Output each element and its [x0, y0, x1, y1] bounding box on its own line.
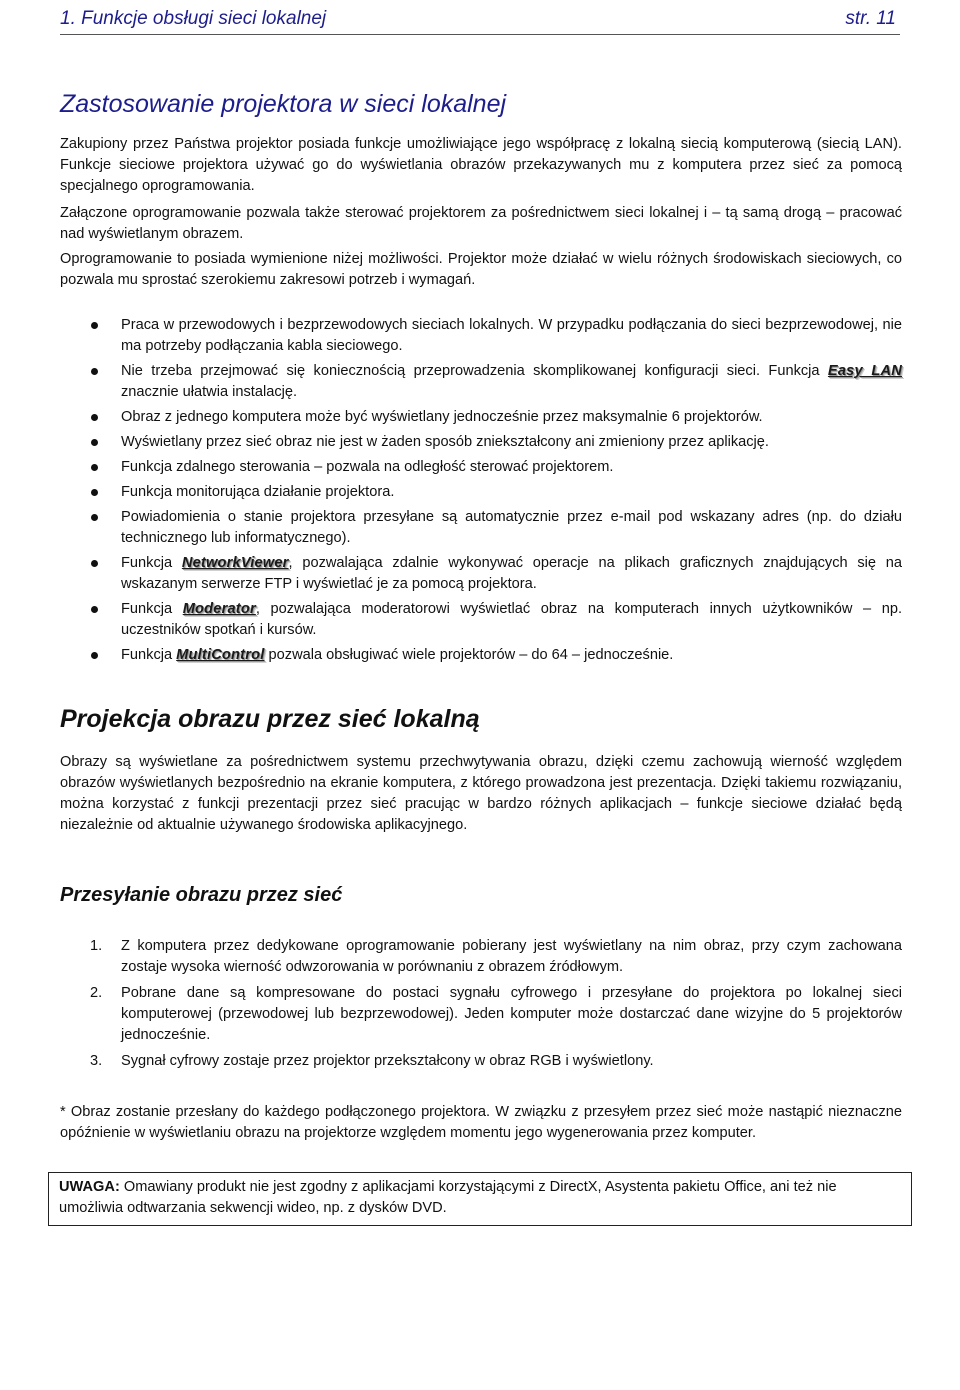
bullet-icon: [91, 514, 98, 521]
step-number: 1.: [90, 938, 103, 954]
feature-text: , pozwalająca zdalnie wykonywać operacje na plikach graficznych znajdujących się na wskazanym serwerze FTP i wyświetlać je za pomocą projektora.: [121, 555, 902, 592]
feature-text: Funkcja: [121, 601, 183, 617]
feature-text: Nie trzeba przejmować się koniecznością przeprowadzenia skomplikowanej konfiguracji sieci. Funkcja: [121, 363, 828, 379]
list-item: [60, 1051, 902, 1072]
step-number: 3.: [90, 1053, 103, 1069]
list-item: [60, 315, 902, 357]
brand-logo-multicontrol: MultiControl: [176, 647, 265, 663]
feature-list: [60, 315, 902, 666]
list-item: [60, 553, 902, 595]
intro-paragraph-2: Załączone oprogramowanie pozwala także sterować projektorem za pośrednictwem sieci lokalnej i – tą samą drogą – pracować nad wyświetlanym obrazem.: [60, 205, 902, 242]
bullet-icon: [91, 414, 98, 421]
intro-paragraph-1: Zakupiony przez Państwa projektor posiada funkcje umożliwiające jego współpracę z lokalną siecią komputerową (siecią LAN). Funkcje sieciowe projektora używać go do wyświetlania obrazów przekazywanych mu z komputera przez sieć za pomocą specjalnego oprogramowania.: [60, 136, 902, 194]
brand-logo-moderator: Moderator: [182, 601, 256, 617]
list-item: [60, 936, 902, 978]
note-label: UWAGA:: [59, 1179, 120, 1195]
list-item: [60, 599, 902, 641]
transfer-steps-list: [60, 936, 902, 1072]
warning-note-box: [48, 1172, 912, 1226]
step-text: Z komputera przez dedykowane oprogramowanie pobierany jest wyświetlany na nim obraz, przy czym zachowana zostaje wysoka wierność odwzorowania w porównaniu z obrazem źródłowym.: [121, 938, 902, 975]
feature-text: pozwala obsługiwać wiele projektorów – do 64 – jednocześnie.: [264, 647, 674, 663]
step-text: Pobrane dane są kompresowane do postaci sygnału cyfrowego i przesyłane do projektora po lokalnej sieci komputerowej (przewodowej lub bezprzewodowej). Jeden komputer może dostarczać dane wizyjne do 5 projektorów jednocześnie.: [121, 985, 902, 1043]
footnote: * Obraz zostanie przesłany do każdego podłączonego projektora. W związku z przesyłem przez sieć może nastąpić nieznaczne opóźnienie w wyświetlaniu obrazu na projektorze względem momentu jego wygenerowania przez komputer.: [60, 1104, 902, 1141]
note-text: Omawiany produkt nie jest zgodny z aplikacjami korzystającymi z DirectX, Asystenta pakietu Office, ani też nie umożliwia odtwarzania sekwencji wideo, np. z dysków DVD.: [59, 1179, 837, 1216]
section-heading-projection: Projekcja obrazu przez sieć lokalną: [60, 705, 480, 733]
bullet-icon: [91, 439, 98, 446]
brand-logo-networkviewer: NetworkViewer: [181, 555, 289, 571]
list-item: [60, 361, 902, 403]
header-page-number: str. 11: [845, 8, 896, 29]
page-title: Zastosowanie projektora w sieci lokalnej: [60, 90, 507, 118]
step-number: 2.: [90, 985, 103, 1001]
feature-text: Funkcja zdalnego sterowania – pozwala na odległość sterować projektorem.: [121, 459, 614, 475]
list-item: [60, 457, 902, 478]
feature-text: Funkcja: [121, 555, 182, 571]
bullet-icon: [91, 560, 98, 567]
feature-text: znacznie ułatwia instalację.: [121, 384, 298, 400]
intro-paragraph-3: Oprogramowanie to posiada wymienione niżej możliwości. Projektor może działać w wielu różnych środowiskach sieciowych, co pozwala mu sprostać szerokiemu zakresowi potrzeb i wymagań.: [60, 251, 902, 288]
bullet-icon: [91, 464, 98, 471]
feature-text: Praca w przewodowych i bezprzewodowych sieciach lokalnych. W przypadku podłączania do sieci bezprzewodowej, nie ma potrzeby podłączania kabla sieciowego.: [121, 317, 902, 354]
feature-text: Obraz z jednego komputera może być wyświetlany jednocześnie przez maksymalnie 6 projektorów.: [121, 409, 763, 425]
feature-text: Wyświetlany przez sieć obraz nie jest w żaden sposób zniekształcony ani zmieniony przez aplikację.: [121, 434, 769, 450]
feature-text: , pozwalająca moderatorowi wyświetlać obraz na komputerach innych użytkowników – np. uczestników spotkań i kursów.: [121, 601, 903, 638]
bullet-icon: [91, 368, 98, 375]
feature-text: Funkcja monitorująca działanie projektora.: [121, 484, 395, 500]
bullet-icon: [91, 489, 98, 496]
list-item: [60, 482, 902, 503]
brand-logo-easy-lan: Easy LAN: [827, 363, 902, 379]
list-item: [60, 983, 902, 1046]
list-item: [60, 407, 902, 428]
bullet-icon: [91, 652, 98, 659]
list-item: [60, 507, 902, 549]
running-header: [60, 8, 900, 35]
projection-paragraph: Obrazy są wyświetlane za pośrednictwem systemu przechwytywania obrazu, dzięki czemu zachowują wierność względem obrazów wyświetlanych bezpośrednio na ekranie komputera, z którego prowadzona jest prezentacja. Dzięki takiemu rozwiązaniu, można korzystać z funkcji prezentacji przez sieć pracując w bardzo różnych aplikacjach – funkcje sieciowe działać będą niezależnie od aktualnie używanego środowiska aplikacyjnego.: [60, 754, 902, 833]
bullet-icon: [91, 606, 98, 613]
list-item: [60, 432, 902, 453]
bullet-icon: [91, 322, 98, 329]
subsection-heading-transfer: Przesyłanie obrazu przez sieć: [60, 884, 343, 906]
header-chapter-title: 1. Funkcje obsługi sieci lokalnej: [60, 8, 327, 29]
main-content: [60, 88, 902, 1226]
feature-text: Powiadomienia o stanie projektora przesyłane są automatycznie przez e-mail pod wskazany adres (np. do działu technicznego lub informatycznego).: [121, 509, 902, 546]
feature-text: Funkcja: [121, 647, 177, 663]
step-text: Sygnał cyfrowy zostaje przez projektor przekształcony w obraz RGB i wyświetlony.: [121, 1053, 654, 1069]
list-item: [60, 645, 902, 666]
